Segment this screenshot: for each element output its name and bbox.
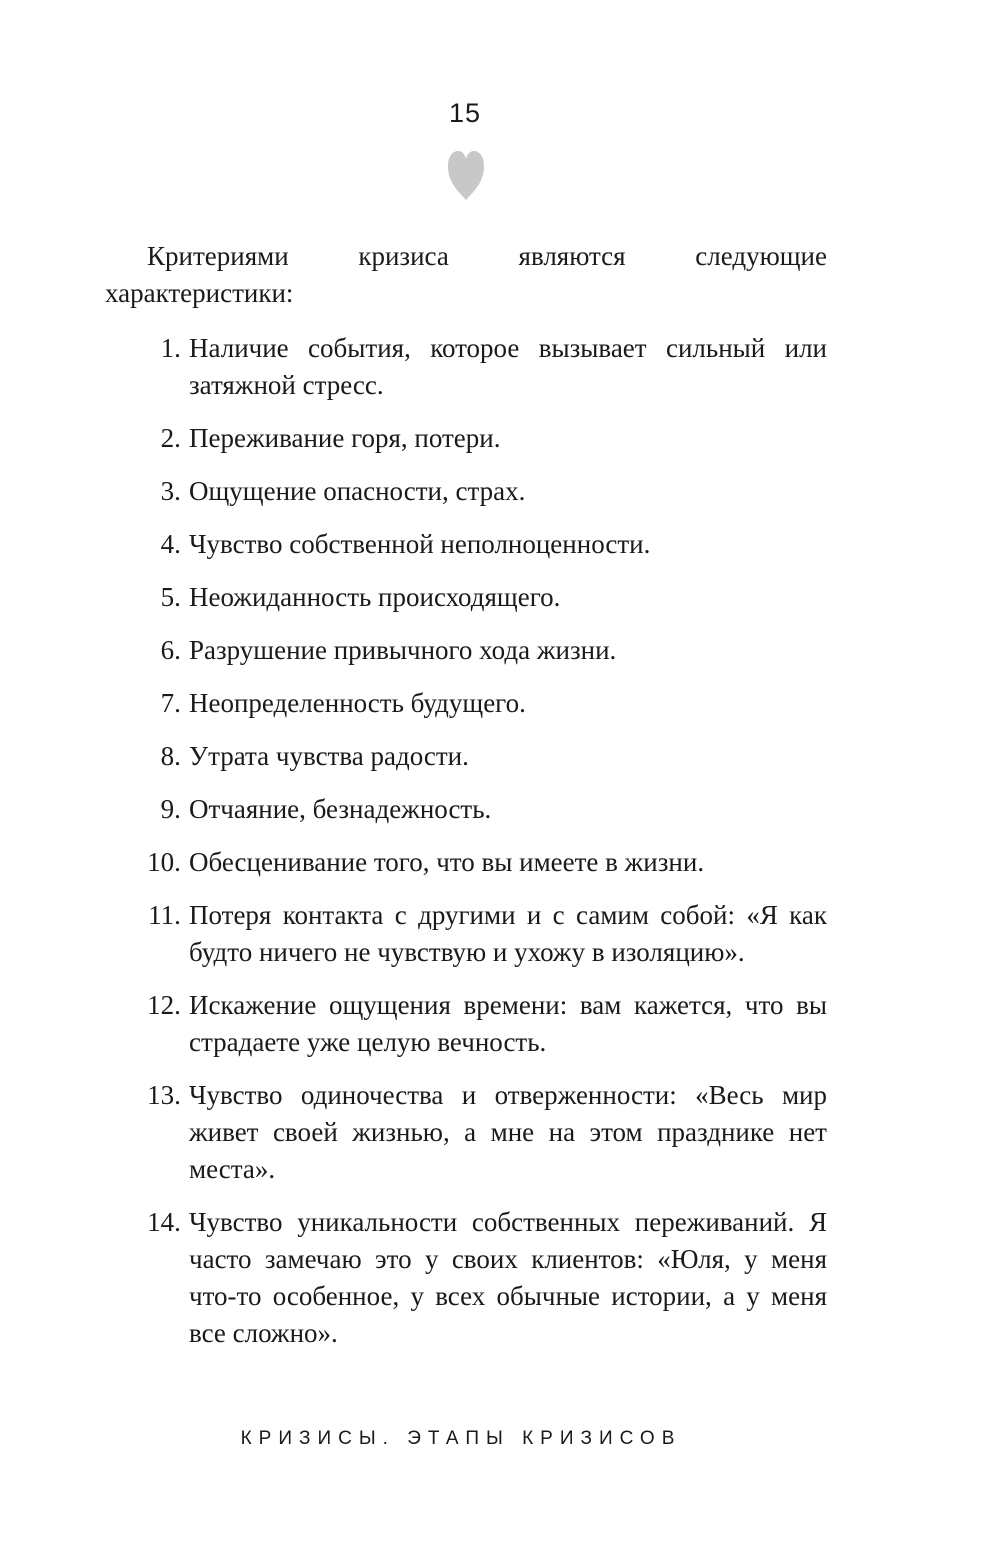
list-item	[105, 685, 827, 722]
page-content	[105, 238, 827, 1368]
criteria-list	[105, 330, 827, 1352]
list-item	[105, 330, 827, 404]
list-item	[105, 897, 827, 971]
list-item	[105, 1204, 827, 1352]
intro-paragraph: Критериями кризиса являются следующие характеристики:	[105, 241, 827, 308]
list-item	[105, 844, 827, 881]
list-item-number: 10.	[147, 847, 181, 877]
list-item	[105, 791, 827, 828]
list-item	[105, 1077, 827, 1188]
list-item-number: 1.	[160, 333, 181, 363]
list-item-text: Неопределенность будущего.	[189, 688, 526, 718]
list-item-number: 8.	[160, 741, 181, 771]
list-item	[105, 987, 827, 1061]
running-footer: КРИЗИСЫ. ЭТАПЫ КРИЗИСОВ	[240, 1428, 682, 1449]
list-item	[105, 473, 827, 510]
list-item-number: 9.	[160, 794, 181, 824]
list-item-text: Чувство уникальности собственных переживаний. Я часто замечаю это у своих клиентов: «Юля, у меня что-то особенное, у всех обычные истории, а у меня все сложно».	[189, 1207, 827, 1348]
list-item-text: Переживание горя, потери.	[189, 423, 501, 453]
list-item-text: Ощущение опасности, страх.	[189, 476, 526, 506]
list-item-text: Наличие события, которое вызывает сильный или затяжной стресс.	[189, 333, 827, 400]
list-item-text: Потеря контакта с другими и с самим собой: «Я как будто ничего не чувствую и ухожу в изоляцию».	[189, 900, 827, 967]
list-item-number: 14.	[147, 1207, 181, 1237]
list-item-number: 6.	[160, 635, 181, 665]
list-item-number: 2.	[160, 423, 181, 453]
page-number: 15	[448, 98, 482, 128]
list-item-text: Искажение ощущения времени: вам кажется, что вы страдаете уже целую вечность.	[189, 990, 827, 1057]
list-item	[105, 420, 827, 457]
list-item-text: Обесценивание того, что вы имеете в жизни.	[189, 847, 705, 877]
list-item-number: 5.	[160, 582, 181, 612]
list-item-text: Чувство одиночества и отверженности: «Весь мир живет своей жизнью, а мне на этом празднике нет места».	[189, 1080, 827, 1184]
list-item	[105, 738, 827, 775]
list-item	[105, 579, 827, 616]
list-item	[105, 632, 827, 669]
list-item-number: 11.	[148, 900, 181, 930]
heart-icon	[447, 150, 485, 202]
list-item-number: 4.	[160, 529, 181, 559]
list-item-number: 12.	[147, 990, 181, 1020]
list-item-text: Неожиданность происходящего.	[189, 582, 561, 612]
heart-shape	[448, 151, 484, 200]
list-item-text: Разрушение привычного хода жизни.	[189, 635, 617, 665]
list-item-text: Чувство собственной неполноценности.	[189, 529, 651, 559]
list-item-number: 13.	[147, 1080, 181, 1110]
list-item-text: Утрата чувства радости.	[189, 741, 469, 771]
list-item	[105, 526, 827, 563]
list-item-text: Отчаяние, безнадежность.	[189, 794, 492, 824]
list-item-number: 3.	[160, 476, 181, 506]
list-item-number: 7.	[160, 688, 181, 718]
